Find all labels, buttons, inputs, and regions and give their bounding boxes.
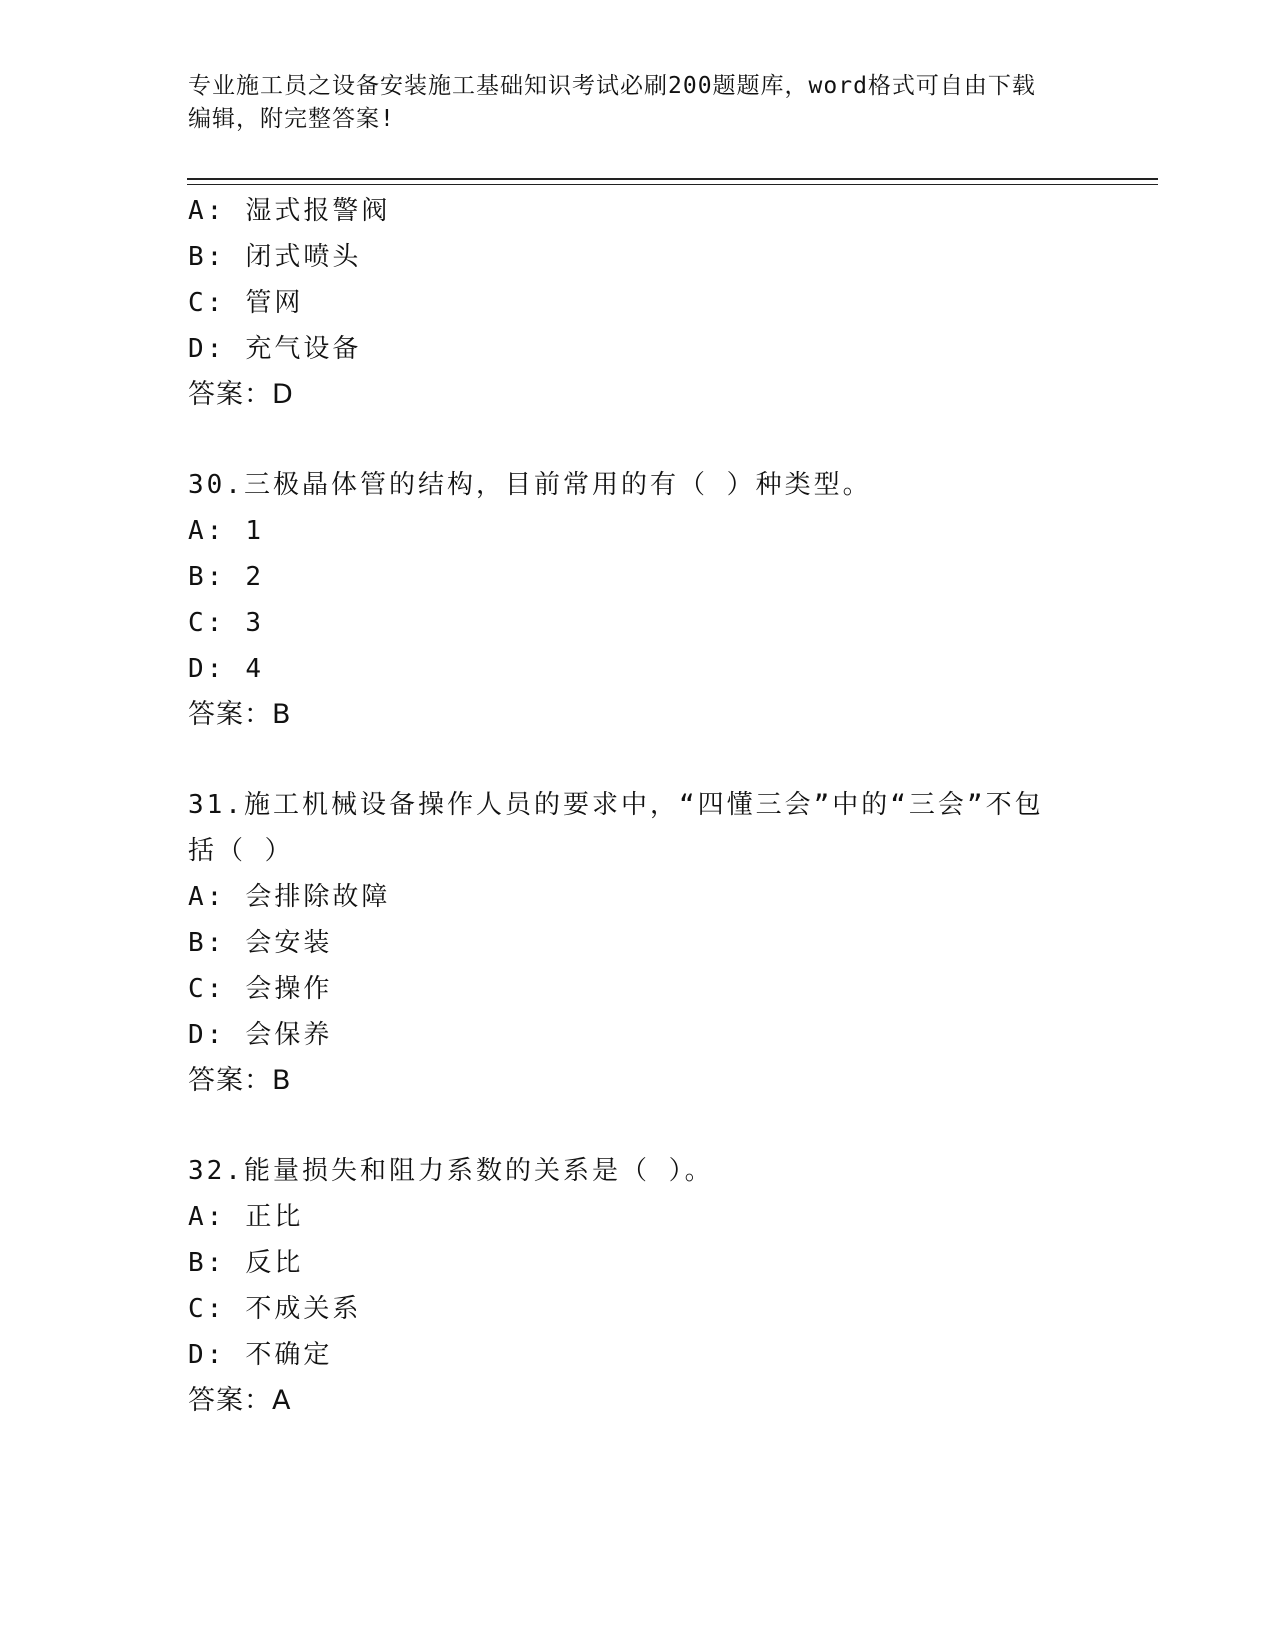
question-block bbox=[188, 782, 1088, 1104]
question-text: 施工机械设备操作人员的要求中，“四懂三会”中的“三会”不包 bbox=[243, 790, 1044, 820]
option-d bbox=[188, 1012, 1088, 1058]
option-text: 不成关系 bbox=[245, 1294, 362, 1324]
document-header bbox=[188, 70, 1088, 136]
option-text: 会安装 bbox=[245, 928, 333, 958]
option-letter: A: bbox=[188, 882, 226, 912]
question-number: 32. bbox=[188, 1156, 244, 1186]
option-letter: C: bbox=[188, 1294, 226, 1324]
answer-line: 答案：B bbox=[188, 1065, 292, 1096]
question-text: 能量损失和阻力系数的关系是（ ）。 bbox=[243, 1156, 714, 1186]
option-d bbox=[188, 646, 1088, 692]
option-text: 正比 bbox=[245, 1202, 304, 1232]
option-letter: D: bbox=[188, 654, 226, 684]
question-list bbox=[188, 188, 1088, 1424]
option-text: 会保养 bbox=[245, 1020, 333, 1050]
option-text: 管网 bbox=[245, 288, 304, 318]
option-text: 湿式报警阀 bbox=[245, 196, 391, 226]
option-letter: C: bbox=[188, 288, 226, 318]
option-text: 2 bbox=[245, 562, 264, 592]
option-letter: B: bbox=[188, 1248, 226, 1278]
option-letter: A: bbox=[188, 516, 226, 546]
option-text: 充气设备 bbox=[245, 334, 362, 364]
option-d bbox=[188, 326, 1088, 372]
option-a bbox=[188, 188, 1088, 234]
option-d bbox=[188, 1332, 1088, 1378]
option-c bbox=[188, 966, 1088, 1012]
answer-line: 答案：D bbox=[188, 379, 294, 410]
option-letter: D: bbox=[188, 1020, 226, 1050]
option-b bbox=[188, 920, 1088, 966]
header-title-line-2: 编辑，附完整答案! bbox=[188, 106, 395, 132]
option-letter: C: bbox=[188, 608, 226, 638]
option-a bbox=[188, 508, 1088, 554]
option-letter: B: bbox=[188, 562, 226, 592]
header-title-line-1: 专业施工员之设备安装施工基础知识考试必刷200题题库，word格式可自由下载 bbox=[188, 73, 1036, 99]
question-text: 三极晶体管的结构，目前常用的有（ ）种类型。 bbox=[243, 470, 872, 500]
header-divider-thin bbox=[187, 184, 1158, 185]
question-block bbox=[188, 188, 1088, 418]
option-text: 1 bbox=[245, 516, 264, 546]
option-letter: B: bbox=[188, 928, 226, 958]
answer-line: 答案：B bbox=[188, 699, 292, 730]
option-c bbox=[188, 280, 1088, 326]
option-letter: B: bbox=[188, 242, 226, 272]
option-b bbox=[188, 554, 1088, 600]
question-stem-continued: 括（ ） bbox=[188, 836, 294, 866]
option-a bbox=[188, 1194, 1088, 1240]
option-a bbox=[188, 874, 1088, 920]
answer-line: 答案：A bbox=[188, 1385, 292, 1416]
question-stem bbox=[188, 1148, 1088, 1194]
option-text: 3 bbox=[245, 608, 264, 638]
question-block bbox=[188, 1148, 1088, 1424]
option-text: 4 bbox=[245, 654, 264, 684]
option-text: 闭式喷头 bbox=[245, 242, 362, 272]
option-c bbox=[188, 600, 1088, 646]
question-number: 31. bbox=[188, 790, 244, 820]
option-text: 不确定 bbox=[245, 1340, 333, 1370]
option-letter: A: bbox=[188, 196, 226, 226]
option-letter: C: bbox=[188, 974, 226, 1004]
option-letter: D: bbox=[188, 334, 226, 364]
question-block bbox=[188, 462, 1088, 738]
option-letter: A: bbox=[188, 1202, 226, 1232]
question-stem bbox=[188, 782, 1088, 828]
option-text: 会排除故障 bbox=[245, 882, 391, 912]
option-letter: D: bbox=[188, 1340, 226, 1370]
option-text: 会操作 bbox=[245, 974, 333, 1004]
question-stem bbox=[188, 462, 1088, 508]
question-number: 30. bbox=[188, 470, 244, 500]
option-text: 反比 bbox=[245, 1248, 304, 1278]
option-c bbox=[188, 1286, 1088, 1332]
option-b bbox=[188, 234, 1088, 280]
option-b bbox=[188, 1240, 1088, 1286]
header-divider-thick bbox=[187, 178, 1158, 180]
